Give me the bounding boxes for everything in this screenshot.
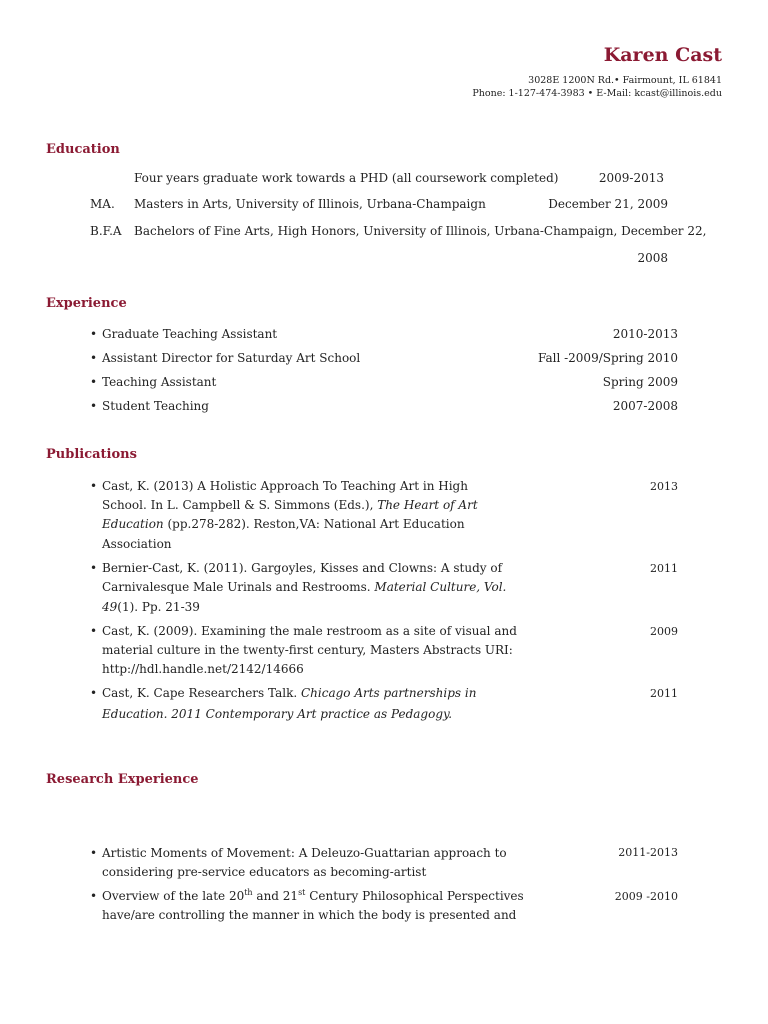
- research-line: have/are controlling the manner in which the body is presented and: [102, 908, 517, 922]
- education-row-3-date: 2008: [637, 251, 668, 265]
- bullet: •: [90, 351, 98, 365]
- publication-line: Bernier-Cast, K. (2011). Gargoyles, Kisses and Clowns: A study of: [102, 561, 503, 575]
- publication-line: 49(1). Pp. 21-39: [102, 600, 200, 614]
- bullet: •: [90, 479, 98, 493]
- publication-year: 2011: [650, 687, 678, 700]
- experience-title: Student Teaching: [102, 399, 209, 413]
- research-line: Artistic Moments of Movement: A Deleuzo-Guattarian approach to: [102, 846, 507, 860]
- education-row-3-degree: B.F.A: [90, 224, 122, 238]
- publication-year: 2009: [650, 625, 678, 638]
- education-row-1-text: Four years graduate work towards a PHD (all coursework completed): [134, 171, 559, 185]
- education-row-1-date: 2009-2013: [598, 171, 664, 185]
- publication-line: Cast, K. (2013) A Holistic Approach To Teaching Art in High: [102, 479, 468, 493]
- bullet: •: [90, 624, 98, 638]
- research-date: 2009 -2010: [614, 890, 678, 903]
- bullet: •: [90, 375, 98, 389]
- research-heading: Research Experience: [46, 772, 199, 787]
- publication-line: Carnivalesque Male Urinals and Restrooms. Material Culture, Vol.: [102, 580, 507, 594]
- experience-date: 2010-2013: [612, 327, 678, 341]
- publication-link[interactable]: http://hdl.handle.net/2142/14666: [102, 662, 304, 676]
- education-row-2-text: Masters in Arts, University of Illinois, Urbana-Champaign: [134, 197, 486, 211]
- education-row-2-degree: MA.: [90, 197, 115, 211]
- experience-title: Assistant Director for Saturday Art School: [102, 351, 361, 365]
- education-row-2-date: December 21, 2009: [548, 197, 668, 211]
- publication-line: Cast, K. (2009). Examining the male restroom as a site of visual and: [102, 624, 517, 638]
- research-line: Overview of the late 20th and 21st Century Philosophical Perspectives: [102, 888, 524, 903]
- research-line: considering pre-service educators as becoming-artist: [102, 865, 427, 879]
- publication-year: 2013: [650, 480, 678, 493]
- publication-line: Cast, K. Cape Researchers Talk. Chicago Arts partnerships in: [102, 686, 477, 700]
- bullet: •: [90, 561, 98, 575]
- bullet: •: [90, 889, 98, 903]
- experience-date: 2007-2008: [612, 399, 678, 413]
- education-row-3-text: Bachelors of Fine Arts, High Honors, University of Illinois, Urbana-Champaign, December 22,: [134, 224, 707, 238]
- address-line: 3028E 1200N Rd.• Fairmount, IL 61841: [528, 75, 722, 86]
- publication-line: Education (pp.278-282). Reston,VA: National Art Education: [102, 517, 465, 531]
- research-date: 2011-2013: [618, 846, 678, 859]
- experience-heading: Experience: [46, 296, 127, 311]
- bullet: •: [90, 686, 98, 700]
- bullet: •: [90, 399, 98, 413]
- phone-email-line: Phone: 1-127-474-3983 • E-Mail: kcast@illinois.edu: [472, 88, 722, 99]
- publication-line: Education. 2011 Contemporary Art practice as Pedagogy.: [102, 707, 453, 721]
- experience-title: Teaching Assistant: [102, 375, 217, 389]
- bullet: •: [90, 846, 98, 860]
- resume-name: Karen Cast: [603, 44, 722, 66]
- experience-title: Graduate Teaching Assistant: [102, 327, 278, 341]
- experience-date: Fall -2009/Spring 2010: [537, 351, 678, 365]
- bullet: •: [90, 327, 98, 341]
- education-heading: Education: [46, 142, 120, 157]
- publications-heading: Publications: [46, 447, 137, 462]
- publication-year: 2011: [650, 562, 678, 575]
- publication-line: material culture in the twenty-first century, Masters Abstracts URI:: [102, 643, 513, 657]
- publication-line: School. In L. Campbell & S. Simmons (Eds.), The Heart of Art: [102, 498, 478, 512]
- experience-date: Spring 2009: [602, 375, 678, 389]
- publication-line: Association: [102, 537, 172, 551]
